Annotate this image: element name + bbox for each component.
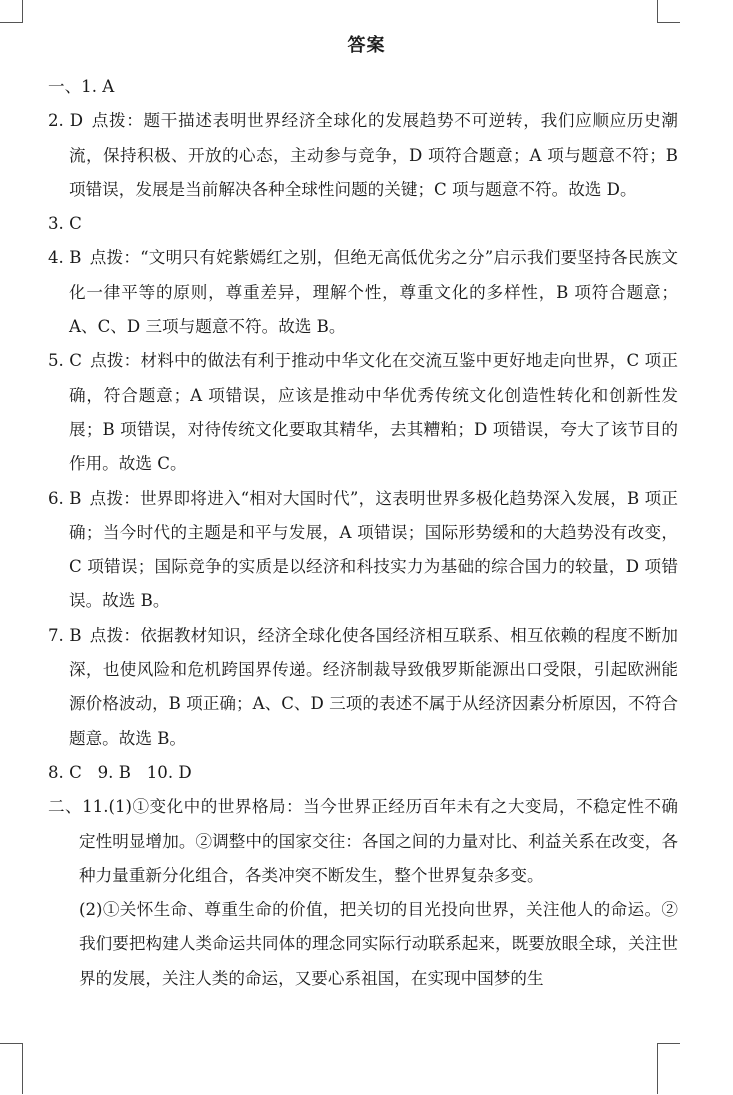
crop-mark-bottom-right: [657, 1043, 680, 1094]
answer-item-7: [48, 619, 678, 756]
answer-explanation: 点拨：世界即将进入“相对大国时代”，这表明世界多极化趋势深入发展，B 项正确；当今时代的主题是和平与发展，A 项错误；国际形势缓和的大趋势没有改变，C 项错误；国际竞争的实质是以经济和科技实力为基础的综合国力的较量，D 项错误。故选 B。: [69, 488, 678, 611]
answer-number: 二、11.: [48, 797, 109, 817]
answer-item-6: [48, 482, 678, 619]
answer-item-8-10: [48, 756, 678, 790]
answer-number: 4. B: [48, 248, 82, 268]
answer-explanation: (2)①关怀生命、尊重生命的价值，把关切的目光投向世界，关注他人的命运。②我们要把构建人类命运共同体的理念同实际行动联系起来，既要放眼全球，关注世界的发展，关注人类的命运，又要心系祖国，在实现中国梦的生: [79, 900, 678, 988]
answer-item-2: [48, 104, 678, 207]
page-title: 答案: [347, 35, 386, 56]
answer-item-11-part2: [48, 893, 678, 996]
answer-number: 6. B: [48, 488, 82, 508]
answer-item-1: [48, 70, 678, 104]
answer-item-11-part1: [48, 790, 678, 893]
answer-number: 5. C: [48, 351, 82, 371]
answer-item-4: [48, 241, 678, 344]
answer-explanation: 点拨：题干描述表明世界经济全球化的发展趋势不可逆转，我们应顺应历史潮流，保持积极、开放的心态，主动参与竞争，D 项符合题意；A 项与题意不符；B 项错误，发展是当前解决各种全球性问题的关键；C 项与题意不符。故选 D。: [69, 111, 679, 199]
answer-explanation: 点拨：依据教材知识，经济全球化使各国经济相互联系、相互依赖的程度不断加深，也使风险和危机跨国界传递。经济制裁导致俄罗斯能源出口受限，引起欧洲能源价格波动，B 项正确；A、C、D 三项的表述不属于从经济因素分析原因，不符合题意。故选 B。: [69, 625, 678, 748]
answer-explanation: 点拨：“文明只有姹紫嫣红之别，但绝无高低优劣之分”启示我们要坚持各民族文化一律平等的原则，尊重差异，理解个性，尊重文化的多样性，B 项符合题意；A、C、D 三项与题意不符。故选 B。: [69, 248, 678, 337]
answer-explanation: (1)①变化中的世界格局：当今世界正经历百年未有之大变局，不稳定性不确定性明显增加。②调整中的国家交往：各国之间的力量对比、利益关系在改变，各种力量重新分化组合，各类冲突不断发生，整个世界复杂多变。: [79, 797, 678, 885]
answer-number: 2. D: [48, 111, 84, 131]
answer-list: [48, 70, 678, 996]
answer-number: 8. C 9. B 10. D: [48, 762, 192, 782]
crop-mark-bottom-left: [0, 1043, 23, 1094]
answer-explanation: 点拨：材料中的做法有利于推动中华文化在交流互鉴中更好地走向世界，C 项正确，符合题意；A 项错误，应该是推动中华优秀传统文化创造性转化和创新性发展；B 项错误，对待传统文化要取其精华，去其糟粕；D 项错误，夸大了该节目的作用。故选 C。: [69, 351, 678, 474]
crop-mark-top-right: [657, 0, 680, 23]
answer-number: 3. C: [48, 214, 82, 234]
crop-mark-top-left: [0, 0, 23, 23]
answer-item-5: [48, 344, 678, 481]
answer-item-3: [48, 207, 678, 241]
answer-number: 一、1. A: [48, 77, 115, 96]
answer-number: 7. B: [48, 625, 82, 645]
